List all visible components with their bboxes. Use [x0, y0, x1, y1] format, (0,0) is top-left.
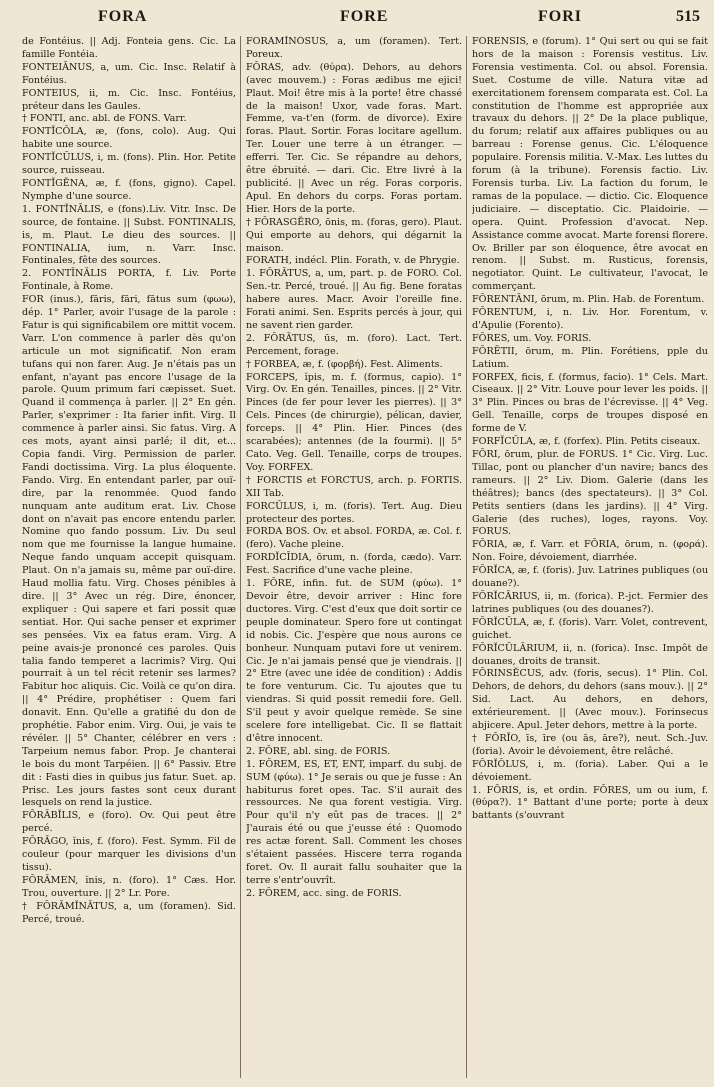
page-number: 515 [676, 8, 700, 25]
dictionary-entry: FŎRENTĀNI, ōrum, m. Plin. Hab. de Forentum. [472, 294, 705, 306]
dictionary-entry: FŎRENSIS, e (forum). 1° Qui sert ou qui se fait hors de la maison : Forensis vestitus. Liv. Forensia vestimenta. Col. ou absol. Forensia. Suet. Costume de ville. Natura vitæ ad exercitationem forensem comparata est. Col. La constitution de l'homme est appropriée aux travaux du dehors. || 2° De la place publique, du forum; relatif aux affaires publiques ou au barreau : Forense genus. Cic. L'éloquence populaire. Forensis militia. V.-Max. Les luttes du forum (à la tribune). Forensis factio. Liv. Forensis turba. Liv. La faction du forum, le ramas de la populace. — dictio. Cic. Eloquence judiciaire. — disceptatio. Cic. Plaidoirie. — opera. Quint. Profession d'avocat. Nep. Assistance comme avocat. Marte forensi florere. Ov. Briller par son éloquence, être avocat en renom. || Subst. m. Rusticus, forensis, negotiator. Quint. Le cultivateur, l'avocat, le commerçant. [472, 36, 708, 293]
dictionary-entry: FONTEIUS, ii, m. Cic. Insc. Fontéius, préteur dans les Gaules. [22, 87, 236, 112]
dictionary-entry: FONTĬCŬLUS, i, m. (fons). Plin. Hor. Petite source, ruisseau. [22, 152, 236, 177]
dictionary-entry: FORCEPS, ĭpis, m. f. (formus, capio). 1° Virg. Ov. En gén. Tenailles, pinces. || 2° Vitr. Pinces (de fer pour lever les pierres). || 3° Cels. Pinces (de chirurgie), pélican, davier, forceps. || 4° Plin. Hier. Pinces (des scarabées); antennes (de la fourmi). || 5° Cato. Veg. Gell. Tenaille, corps de troupes. Voy. FORFEX. [246, 371, 462, 473]
dictionary-entry: FŎRĀGO, ĭnis, f. (foro). Fest. Symm. Fil de couleur (pour marquer les divisions d'un tissu). [22, 836, 236, 873]
dictionary-entry: FORDĬCĪDIA, ōrum, n. (forda, cædo). Varr. Fest. Sacrifice d'une vache pleine. [246, 552, 462, 577]
dictionary-entry: FOR (inus.), fāris, fāri, fātus sum (φωω), dép. 1° Parler, avoir l'usage de la parole : Fatur is qui significabilem ore mittit vocem. Varr. L'on commence à parler dès qu'on articule un mot significatif. Non eram tufans qui non farer. Aug. Je n'étais pas un enfant, n'ayant pas encore l'usage de la parole. Quum primum fari cæpisset. Suet. Quand il commença à parler. || 2° En gén. Parler, s'exprimer : Ita farier infit. Virg. Il commence à parler ainsi. Sic fatus. Virg. A ces mots, ayant ainsi parlé; il dit, et... Copia fandi. Virg. Permission de parler. Fandi doctissima. Virg. La plus éloquente. Fando. Virg. En entendant parler, par ouï-dire, par la renommée. Quod fando nunquam ante auditum erat. Liv. Chose dont on n'avait pas encore entendu parler. Nomine quo fando possum. Liv. Du seul nom que me fournisse la langue humaine. Neque fando unquam accepit quisquam. Plaut. On n'a jamais su, même par ouï-dire. Haud mollia fatu. Virg. Choses pénibles à dire. || 3° Avec un rég. Dire, énoncer, expliquer : Qui sapere et fari possit quæ sentiat. Hor. Qui sache penser et exprimer ses pensées. Vix ea fatus eram. Virg. A peine avais-je prononcé ces paroles. Quis talia fando temperet a lacrimis? Virg. Qui pourrait à un tel récit retenir ses larmes? Fabitur hoc aliquis. Cic. Voilà ce qu'on dira. || 4° Prédire, prophétiser : Quem fari donavit. Enn. Qu'elle a gratifié du don de prophétie. Fabor enim. Virg. Oui, je vais te révéler. || 5° Chanter, célébrer en vers : Tarpeium nemus fabor. Prop. Je chanterai le bois du mont Tarpéien. || 6° Passiv. Etre dit : Fasti dies in quibus jus fatur. Suet. ap. Prisc. Les jours fastes sont ceux durant lesquels on rend la justice. [22, 294, 236, 809]
dictionary-entry: 1. FŎREM, ES, ET, ENT, imparf. du subj. de SUM (φύω). 1° Je serais ou que je fusse : An habiturus foret opes. Tac. S'il aurait des ressources. Ne qua forent vestigia. Virg. Pour qu'il n'y eût pas de traces. || 2° J'aurais été ou que j'eusse été : Quomodo res actæ forent. Sall. Comment les choses s'étaient passées. Hiscere terra roganda foret. Ov. Il aurait fallu souhaiter que la terre s'entr'ouvrît. [246, 758, 462, 886]
dictionary-entry: † FORBEA, æ, f. (φορβή). Fest. Aliments. [246, 358, 443, 370]
dictionary-entry: FORCŬLUS, i, m. (foris). Tert. Aug. Dieu protecteur des portes. [246, 500, 462, 525]
dictionary-entry: FŎRĬCA, æ, f. (foris). Juv. Latrines publiques (ou douane?). [472, 565, 708, 590]
dictionary-entry: 1. FŎRE, infin. fut. de SUM (φύω). 1° Devoir être, devoir arriver : Hinc fore ductores. Virg. C'est d'eux que doit sortir ce peuple dominateur. Spero fore ut contingat id nobis. Cic. J'espère que nous aurons ce bonheur. Nunquam putavi fore ut venirem. Cic. Je n'ai jamais pensé que je viendrais. || 2° Etre (avec une idée de condition) : Addis te fore venturum. Cic. Tu ajoutes que tu viendras. Si quid possit remedii fore. Gell. S'il peut y avoir quelque remède. Se sine scelere fore intelligebat. Cic. Il se flattait d'être innocent. [246, 578, 462, 744]
dictionary-entry: FŎRAS, adv. (θύρα). Dehors, au dehors (avec mouvem.) : Foras ædibus me ejici! Plaut. Moi! être mis à la porte! être chassé de la maison! Uxor, vade foras. Mart. Femme, va-t'en (form. de divorce). Exire foras. Plaut. Sortir. Foras locitare agellum. Ter. Louer une terre à un étranger. — efferri. Ter. Cic. Se répandre au dehors, être ébruité. — dari. Cic. Etre livré à la publicité. || Avec un rég. Foras corporis. Apul. En dehors du corps. Foras portam. Hier. Hors de la porte. [246, 61, 462, 215]
dictionary-entry: FŎRINSĔCUS, adv. (foris, secus). 1° Plin. Col. Dehors, de dehors, du dehors (sans mouv.). || 2° Sid. Lact. Au dehors, en dehors, extérieurement. || (Avec mouv.). Forinsecus abjicere. Apul. Jeter dehors, mettre à la porte. [472, 668, 708, 732]
dictionary-entry: FŎRĀMEN, ĭnis, n. (foro). 1° Cæs. Hor. Trou, ouverture. || 2° Lr. Pore. [22, 874, 236, 899]
dictionary-entry: † FŎRĬO, īs, īre (ou ās, āre?), neut. Sch.-Juv. (foria). Avoir le dévoiement, être relâché. [472, 732, 708, 757]
dictionary-entry: † FŎRASGĔRO, ōnis, m. (foras, gero). Plaut. Qui emporte au dehors, qui dégarnit la maison. [246, 216, 462, 254]
dictionary-entry: 2. FONTĪNĀLIS PORTA, f. Liv. Porte Fontinale, à Rome. [22, 268, 236, 293]
right-running-headword: FORI [538, 8, 582, 25]
dictionary-entry: de Fontéius. || Adj. Fonteia gens. Cic. La famille Fontéia. [22, 36, 236, 60]
dictionary-entry: FŌRĀBĬLIS, e (foro). Ov. Qui peut être percé. [22, 810, 236, 835]
dictionary-entry: 1. FŎRĀTUS, a, um, part. p. de FORO. Col. Sen.-tr. Percé, troué. || Au fig. Bene foratas habere aures. Macr. Avoir l'oreille fine. Forati animi. Sen. Esprits percés à jour, qui ne savent rien garder. [246, 268, 462, 331]
dictionary-entry: 2. FŎRE, abl. sing. de FORIS. [246, 745, 391, 757]
center-running-headword: FORE [340, 8, 389, 25]
page-header [28, 8, 700, 34]
column-right [472, 36, 708, 1076]
dictionary-entry: 2. FŎRĀTUS, ūs, m. (foro). Lact. Tert. Percement, forage. [246, 332, 462, 357]
column-center [246, 36, 462, 1076]
dictionary-entry: † FŎRĀMĬNĀTUS, a, um (foramen). Sid. Percé, troué. [22, 900, 236, 925]
dictionary-entry: FORFĬCŬLA, æ, f. (forfex). Plin. Petits ciseaux. [472, 436, 701, 448]
dictionary-entry: FORFEX, ficis, f. (formus, facio). 1° Cels. Mart. Ciseaux. || 2° Vitr. Louve pour lever les poids. || 3° Plin. Pinces ou bras de l'écrevisse. || 4° Veg. Gell. Tenaille, corps de troupes disposé en forme de V. [472, 371, 708, 435]
column-left [22, 36, 236, 1076]
dictionary-entry: FŎRĬCŬLA, æ, f. (foris). Varr. Volet, contrevent, guichet. [472, 616, 708, 641]
dictionary-entry: FŎRĬCĀRIUS, ii, m. (forica). P.-jct. Fermier des latrines publiques (ou des douanes?). [472, 590, 708, 615]
dictionary-entry: FŎRENTUM, i, n. Liv. Hor. Forentum, v. d'Apulie (Forento). [472, 307, 708, 331]
dictionary-entry: FŎRĬCŬLĀRIUM, ii, n. (forica). Insc. Impôt de douanes, droits de transit. [472, 642, 708, 667]
dictionary-entry: FORDA BOS. Ov. et absol. FORDA, æ. Col. f. (fero). Vache pleine. [246, 526, 462, 551]
left-running-headword: FORA [98, 8, 148, 25]
dictionary-entry: FONTĬGĔNA, æ, f. (fons, gigno). Capel. Nymphe d'une source. [22, 177, 236, 202]
dictionary-entry: FŎRĀMĬNŌSUS, a, um (foramen). Tert. Poreux. [246, 36, 462, 60]
dictionary-entry: 2. FŎREM, acc. sing. de FORIS. [246, 887, 402, 899]
dictionary-entry: 1. FONTĬNĀLIS, e (fons).Liv. Vitr. Insc. De source, de fontaine. || Subst. FONTINALIS, is, m. Plaut. Le dieu des sources. || FONTINALIA, ium, n. Varr. Insc. Fontinales, fête des sources. [22, 203, 236, 267]
dictionary-entry: FŎRĬŎLUS, i, m. (foria). Laber. Qui a le dévoiement. [472, 758, 708, 783]
dictionary-entry: FŎRĒTII, ōrum, m. Plin. Forétiens, pple du Latium. [472, 345, 708, 370]
dictionary-entry: FŎRI, ōrum, plur. de FORUS. 1° Cic. Virg. Luc. Tillac, pont ou plancher d'un navire; bancs des rameurs. || 2° Liv. Diom. Galerie (dans les théâtres); bancs (des spectateurs). || 3° Col. Petits sentiers (dans les jardins). || 4° Virg. Galerie (des ruches), loges, rayons. Voy. FORUS. [472, 449, 708, 538]
column-divider-left [240, 36, 241, 1078]
dictionary-entry: † FORCTIS et FORCTUS, arch. p. FORTIS. XII Tab. [246, 474, 462, 499]
dictionary-entry: FORATH, indécl. Plin. Forath, v. de Phrygie. [246, 255, 460, 267]
dictionary-entry: FONTEIĀNUS, a, um. Cic. Insc. Relatif à Fontéius. [22, 61, 236, 86]
dictionary-entry: FŎRES, um. Voy. FORIS. [472, 332, 592, 344]
dictionary-entry: † FONTI, anc. abl. de FONS. Varr. [22, 113, 187, 125]
column-divider-right [466, 36, 467, 1078]
dictionary-entry: FŎRIA, æ, f. Varr. et FŎRIA, ōrum, n. (φορά). Non. Foire, dévoiement, diarrhée. [472, 539, 708, 564]
dictionary-entry: FONTĬCŎLA, æ, (fons, colo). Aug. Qui habite une source. [22, 126, 236, 151]
dictionary-entry: 1. FŎRIS, is, et ordin. FŎRES, um ou ium, f. (θύρα?). 1° Battant d'une porte; porte à deux battants (s'ouvrant [472, 784, 708, 822]
